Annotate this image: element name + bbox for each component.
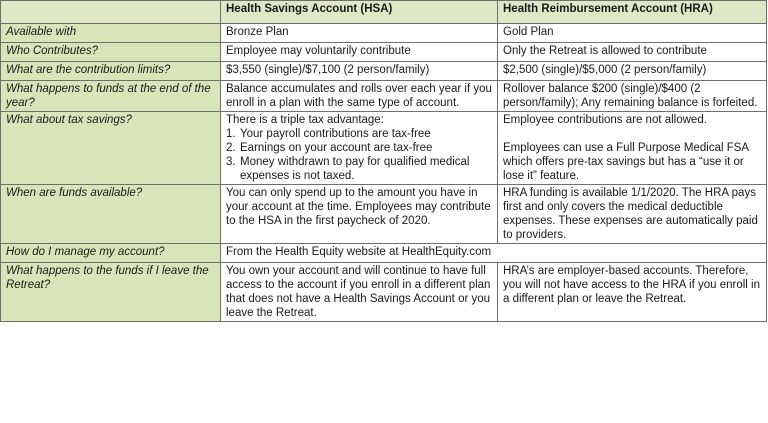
hra-cell: HRA funding is available 1/1/2020. The HRA pays first and only covers the medical deductible expenses. These expenses are automatically paid to providers. [498,185,767,244]
list-number: 2. [226,142,236,154]
row-label: How do I manage my account? [1,244,221,263]
list-text: Money withdrawn to pay for qualified medical expenses is not taxed. [240,156,470,182]
row-label: Available with [1,24,221,43]
row-label: What happens to the funds if I leave the Retreat? [1,263,221,322]
hsa-cell: $3,550 (single)/$7,100 (2 person/family) [221,62,498,81]
hsa-cell: Employee may voluntarily contribute [221,43,498,62]
hsa-cell: Balance accumulates and rolls over each year if you enroll in a plan with the same type of account. [221,81,498,112]
row-leave-retreat [1,263,767,322]
list-number: 3. [226,156,236,168]
header-row [1,1,767,24]
hsa-cell: You can only spend up to the amount you have in your account at the time. Employees may contribute to the HSA in the first paycheck of 2020. [221,185,498,244]
hra-cell: Gold Plan [498,24,767,43]
header-hsa: Health Savings Account (HSA) [221,1,498,24]
header-corner-cell [1,1,221,24]
hra-cell: Rollover balance $200 (single)/$400 (2 person/family); Any remaining balance is forfeited. [498,81,767,112]
row-funds-available [1,185,767,244]
row-label: What are the contribution limits? [1,62,221,81]
list-item [226,155,493,183]
hra-cell: Only the Retreat is allowed to contribute [498,43,767,62]
row-contribution-limits [1,62,767,81]
hra-tax-note: Employee contributions are not allowed. [503,114,707,126]
list-number: 1. [226,128,236,140]
tax-intro: There is a triple tax advantage: [226,114,384,126]
row-available-with [1,24,767,43]
hra-fsa-note: Employees can use a Full Purpose Medical FSA which offers pre-tax savings but has a “use it or lose it” feature. [503,142,749,182]
row-who-contributes [1,43,767,62]
hra-cell: HRA’s are employer-based accounts. Therefore, you will not have access to the HRA if you enroll in a different plan or leave the Retreat. [498,263,767,322]
tax-advantage-list [226,127,493,183]
list-text: Earnings on your account are tax-free [240,142,433,154]
hra-cell: $2,500 (single)/$5,000 (2 person/family) [498,62,767,81]
hra-cell [498,112,767,185]
row-label: What about tax savings? [1,112,221,185]
paragraph-gap [503,127,762,141]
list-item [226,127,493,141]
hsa-cell: You own your account and will continue to have full access to the account if you enroll in a different plan that does not have a Health Savings Account or you leave the Retreat. [221,263,498,322]
row-label: Who Contributes? [1,43,221,62]
hsa-cell: Bronze Plan [221,24,498,43]
list-text: Your payroll contributions are tax-free [240,128,431,140]
row-label: What happens to funds at the end of the year? [1,81,221,112]
manage-cell: From the Health Equity website at HealthEquity.com [221,244,767,263]
hsa-cell [221,112,498,185]
row-year-end-funds [1,81,767,112]
row-manage-account [1,244,767,263]
row-tax-savings [1,112,767,185]
list-item [226,141,493,155]
header-hra: Health Reimbursement Account (HRA) [498,1,767,24]
row-label: When are funds available? [1,185,221,244]
